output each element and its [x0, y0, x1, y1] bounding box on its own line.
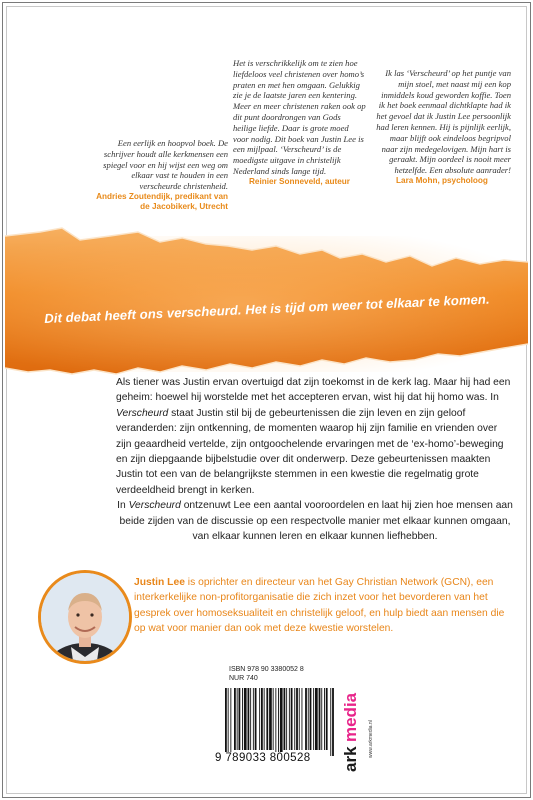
blurb-paragraph-2: In Verscheurd ontzenuwt Lee een aantal vooroordelen en laat hij zien hoe mensen aan beide zijden van de discussie op een respectvolle manier met elkaar kunnen omgaan, van elkaar kunnen leren en elkaar kunnen liefhebben. — [117, 500, 513, 543]
barcode-bar — [296, 688, 298, 750]
barcode-bar — [250, 688, 251, 750]
barcode-bar — [264, 688, 265, 750]
barcode-bar — [278, 688, 279, 756]
barcode-bar — [230, 688, 231, 756]
barcode-bar — [255, 688, 257, 750]
barcode-bar — [269, 688, 272, 750]
quote-text: Het is verschrikkelijk om te zien hoe liefdeloos veel christenen over homo’s praten en met hen omgaan. Gelukkig zie je de laatste jaren een kentering. Meer en meer christenen raken ook op dit punt doordrongen van Gods heilige liefde. Daar is grote moed voor nodig. Dit boek van Justin Lee is een mijlpaal. ‘Verscheurd’ is de moedigste uitgave in christelijk Nederland sinds lange tijd. — [233, 58, 366, 176]
author-bio-text: is oprichter en directeur van het Gay Christian Network (GCN), een interkerkelijke non-profitorganisatie die zich inzet voor het bevorderen van het gesprek over homoseksualiteit en christelijk geloof, en hulp biedt aan mensen die op wat voor manier dan ook met deze kwestie worstelen. — [134, 577, 505, 635]
barcode-bar — [299, 688, 300, 750]
barcode-bar — [273, 688, 274, 750]
isbn-block — [229, 665, 304, 683]
author-portrait-image — [41, 573, 129, 661]
blurb-paragraph-1: Als tiener was Justin ervan overtuigd dat zijn toekomst in de kerk lag. Maar hij had een geheim: hoewel hij worstelde met het accepteren ervan, wist hij dat hij homo was. In Verscheurd staat Justin stil bij de gebeurtenissen die zijn leven en zijn geloof veranderden: zijn ontkenning, de momenten waarop hij zijn familie en vrienden over zijn geaardheid vertelde, zijn ontgoochelende ervaringen met de ‘ex-homo’-beweging en zijn diepgaande bijbelstudie over dit onderwerp. Deze gebeurtenissen maakten Justin tot een van de belangrijkste stemmen in een kwestie die regelmatig grote verdeeldheid brengt in kerken. — [116, 377, 511, 496]
barcode-bar — [261, 688, 263, 750]
author-photo — [38, 570, 132, 664]
barcode-bar — [294, 688, 295, 750]
tagline: Dit debat heeft ons verscheurd. Het is tijd om weer tot elkaar te komen. — [44, 291, 490, 326]
barcode-bar — [275, 688, 276, 756]
barcode-bar — [291, 688, 293, 750]
barcode-bar — [310, 688, 312, 750]
barcode-bar — [228, 688, 229, 756]
barcode-bar — [308, 688, 309, 750]
barcode-bar — [305, 688, 307, 750]
blurb — [116, 375, 514, 544]
barcode-bar — [284, 688, 286, 750]
barcode-bar — [237, 688, 238, 750]
barcode-bar — [280, 688, 283, 756]
barcode-bar — [321, 688, 322, 750]
barcode-bar — [332, 688, 334, 756]
barcode-bar — [234, 688, 236, 750]
barcode-bar — [330, 688, 331, 756]
quote-author: Andries Zoutendijk, predikant van de Jacobikerk, Utrecht — [96, 191, 228, 212]
barcode — [223, 688, 335, 756]
isbn-number: ISBN 978 90 3380052 8 — [229, 666, 304, 673]
nur-code: NUR 740 — [229, 675, 258, 682]
barcode-bar — [253, 688, 254, 750]
quote-author: Reinier Sonneveld, auteur — [248, 176, 350, 186]
barcode-bar — [324, 688, 325, 750]
publisher-url: www.arkmedia.nl — [368, 720, 374, 758]
publisher-logo — [341, 662, 367, 772]
barcode-bar — [248, 688, 250, 750]
quote-author: Lara Mohn, psycholoog — [396, 175, 488, 185]
quote-text: Een eerlijk en hoopvol boek. De schrijver houdt alle kerkmensen een spiegel voor en hij wijst een weg om elkaar vast te houden in een verscheurde christenheid. — [103, 138, 228, 192]
publisher-name-media: media — [341, 692, 360, 743]
publisher-name-ark: ark — [341, 746, 360, 772]
barcode-bar — [244, 688, 247, 750]
barcode-bar — [286, 688, 287, 750]
barcode-bar — [266, 688, 268, 750]
barcode-bar — [259, 688, 260, 750]
book-title: Verscheurd — [128, 500, 181, 512]
barcode-bar — [225, 688, 227, 756]
publisher-url-wrap — [368, 662, 378, 772]
barcode-bar — [313, 688, 314, 750]
barcode-bar — [242, 688, 243, 750]
barcode-bar — [289, 688, 290, 750]
quote-text: Ik las ‘Verscheurd’ op het puntje van mijn stoel, met naast mij een kop inmiddels koud geworden koffie. Toen ik het boek eenmaal dichtklapte had ik het gevoel dat ik Justin Lee persoonlijk had leren kennen. Hij is pijnlijk eerlijk, maar blijft ook eindeloos begripvol naar zijn medegelovigen. Mijn hart is geraakt. Mijn oordeel is nooit meer hetzelfde. Een absolute aanrader! — [376, 68, 511, 176]
barcode-bar — [326, 688, 328, 750]
author-name: Justin Lee — [134, 577, 185, 588]
author-bio — [134, 575, 514, 637]
barcode-bar — [302, 688, 303, 750]
book-title: Verscheurd — [116, 407, 169, 419]
barcode-bar — [315, 688, 318, 750]
barcode-bar — [319, 688, 321, 750]
barcode-bar — [239, 688, 241, 750]
barcode-number: 9 789033 800528 — [215, 752, 311, 764]
